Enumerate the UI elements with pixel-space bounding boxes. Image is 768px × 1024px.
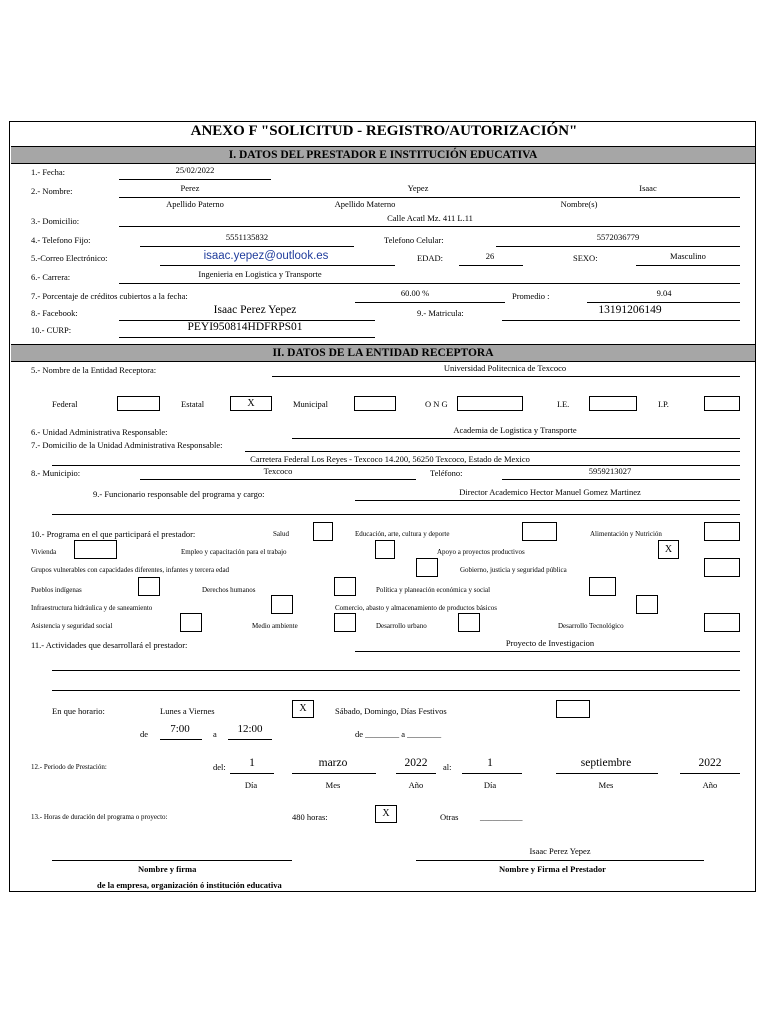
apellido-materno-value: Yepez <box>407 183 429 193</box>
programa-medio-checkbox[interactable] <box>334 613 356 632</box>
horas-otras-label: Otras <box>440 812 459 822</box>
periodo-mes1-line <box>292 773 376 774</box>
tipo-ie-checkbox[interactable] <box>589 396 637 411</box>
curp-line <box>119 337 375 338</box>
horario-sabado-label: Sábado, Domingo, Días Festivos <box>335 706 447 716</box>
municipio-value: Texcoco <box>263 466 293 476</box>
horario-label: En que horario: <box>52 706 105 716</box>
periodo-dia2-caption: Día <box>483 780 497 790</box>
creditos-label: 7.- Porcentaje de créditos cubiertos a la fecha: <box>31 291 188 301</box>
programa-alimentacion-label: Alimentación y Nutrición <box>590 530 662 538</box>
programa-infraestructura-checkbox[interactable] <box>271 595 293 614</box>
horario-hasta-value: 12:00 <box>237 723 263 735</box>
periodo-anio1-value: 2022 <box>404 757 428 769</box>
periodo-al-label: al: <box>443 762 452 772</box>
section-1-heading: I. DATOS DEL PRESTADOR E INSTITUCIÓN EDUCATIVA <box>11 146 755 164</box>
firma-prestador-name: Isaac Perez Yepez <box>529 846 591 856</box>
creditos-line <box>355 302 505 303</box>
programa-grupos-label: Grupos vulnerables con capacidades diferentes, infantes y tercera edad <box>31 566 230 574</box>
programa-politica-checkbox[interactable] <box>589 577 616 596</box>
programa-salud-checkbox[interactable] <box>313 522 333 541</box>
programa-urbano-label: Desarrollo urbano <box>376 622 427 630</box>
nombres-caption: Nombre(s) <box>560 199 598 209</box>
domicilio-unidad-label: 7.- Domicilio de la Unidad Administrativa Responsable: <box>31 440 223 450</box>
periodo-label: 12.- Periodo de Prestación: <box>31 763 107 771</box>
funcionario-line-2 <box>52 514 740 515</box>
periodo-mes1-value: marzo <box>318 757 348 769</box>
domicilio-unidad-line-1 <box>245 451 740 452</box>
fecha-label: 1.- Fecha: <box>31 167 65 177</box>
telefono-fijo-line <box>140 246 354 247</box>
periodo-dia2-line <box>462 773 522 774</box>
edad-value: 26 <box>485 251 495 261</box>
telefono-entidad-line <box>502 479 740 480</box>
periodo-mes2-line <box>556 773 658 774</box>
matricula-value: 13191206149 <box>598 304 662 316</box>
programa-asistencia-label: Asistencia y seguridad social <box>31 622 113 630</box>
programa-tecnologico-checkbox[interactable] <box>704 613 740 632</box>
funcionario-line <box>355 500 740 501</box>
apellido-paterno-value: Perez <box>180 183 200 193</box>
telefono-celular-value: 5572036779 <box>596 232 640 242</box>
domicilio-label: 3.- Domicilio: <box>31 216 80 226</box>
programa-derechos-label: Derechos humanos <box>202 586 256 594</box>
periodo-mes2-caption: Mes <box>598 780 614 790</box>
horario-lv-checkbox[interactable]: X <box>292 700 314 718</box>
edad-line <box>459 265 523 266</box>
correo-value[interactable]: isaac.yepez@outlook.es <box>203 250 329 262</box>
programa-tecnologico-label: Desarrollo Tecnológico <box>558 622 624 630</box>
horario-hasta-line <box>228 739 272 740</box>
sexo-label: SEXO: <box>573 253 598 263</box>
funcionario-label: 9.- Funcionario responsable del programa y cargo: <box>93 489 265 499</box>
periodo-mes1-caption: Mes <box>325 780 341 790</box>
telefono-fijo-value: 5551135832 <box>225 232 269 242</box>
municipio-label: 8.- Municipio: <box>31 468 81 478</box>
promedio-label: Promedio : <box>512 291 550 301</box>
nombre-line <box>119 197 740 198</box>
programa-grupos-checkbox[interactable] <box>416 558 438 577</box>
telefono-fijo-label: 4.- Telefono Fijo: <box>31 235 91 245</box>
programa-alimentacion-checkbox[interactable] <box>704 522 740 541</box>
tipo-estatal-checkbox[interactable]: X <box>230 396 272 411</box>
programa-comercio-label: Comercio, abasto y almacenamiento de productos básicos <box>335 604 497 612</box>
periodo-anio1-line <box>396 773 436 774</box>
periodo-anio2-value: 2022 <box>698 757 722 769</box>
programa-empleo-checkbox[interactable] <box>375 540 395 559</box>
programa-medio-label: Medio ambiente <box>252 622 298 630</box>
periodo-dia1-line <box>230 773 274 774</box>
fecha-value: 25/02/2022 <box>175 165 215 175</box>
tipo-municipal-label: Municipal <box>293 399 328 409</box>
periodo-dia2-value: 1 <box>487 757 493 769</box>
horas-label: 13.- Horas de duración del programa o proyecto: <box>31 813 168 821</box>
promedio-line <box>587 302 740 303</box>
programa-gobierno-label: Gobierno, justicia y seguridad pública <box>460 566 567 574</box>
firma-prestador-line <box>416 860 704 861</box>
tipo-ong-label: O N G <box>425 399 448 409</box>
municipio-line <box>140 479 416 480</box>
horario-desde-line <box>160 739 202 740</box>
programa-salud-label: Salud <box>273 530 289 538</box>
actividades-line-3 <box>52 690 740 691</box>
telefono-entidad-value: 5959213027 <box>588 466 632 476</box>
funcionario-value: Director Academico Hector Manuel Gomez Martinez <box>459 487 641 497</box>
actividades-line-2 <box>52 670 740 671</box>
programa-asistencia-checkbox[interactable] <box>180 613 202 632</box>
entidad-value: Universidad Politecnica de Texcoco <box>443 363 567 373</box>
curp-value: PEYI950814HDFRPS01 <box>187 321 303 333</box>
domicilio-line <box>119 226 740 227</box>
entidad-line <box>272 376 740 377</box>
curp-label: 10.- CURP: <box>31 325 72 335</box>
tipo-ie-label: I.E. <box>557 399 570 409</box>
horario-de-label: de <box>140 729 149 739</box>
nombres-value: Isaac <box>639 183 657 193</box>
programa-gobierno-checkbox[interactable] <box>704 558 740 577</box>
horas-480-checkbox[interactable]: X <box>375 805 397 823</box>
programa-apoyo-label: Apoyo a proyectos productivos <box>437 548 525 556</box>
horario-de2-label: de ________ a ________ <box>355 729 442 739</box>
actividades-line-1 <box>355 651 740 652</box>
tipo-estatal-label: Estatal <box>181 399 205 409</box>
periodo-anio1-caption: Año <box>408 780 424 790</box>
actividades-value: Proyecto de Investigacion <box>505 638 595 648</box>
matricula-label: 9.- Matricula: <box>417 308 464 318</box>
periodo-del-label: del: <box>213 762 226 772</box>
programa-vivienda-checkbox[interactable] <box>74 540 117 559</box>
horario-a-label: a <box>213 729 217 739</box>
section-2-heading: II. DATOS DE LA ENTIDAD RECEPTORA <box>11 344 755 362</box>
tipo-ip-checkbox[interactable] <box>704 396 740 411</box>
tipo-federal-label: Federal <box>52 399 78 409</box>
apellido-materno-caption: Apellido Materno <box>334 199 396 209</box>
firma-empresa-line1: Nombre y firma <box>138 864 197 874</box>
sexo-value: Masculino <box>670 251 706 261</box>
actividades-label: 11.- Actividades que desarrollará el prestador: <box>31 640 188 650</box>
domicilio-unidad-value: Carretera Federal Los Reyes - Texcoco 14.200, 56250 Texcoco, Estado de Mexico <box>250 454 530 464</box>
telefono-celular-line <box>496 246 740 247</box>
programa-infraestructura-label: Infraestructura hidráulica y de saneamiento <box>31 604 153 612</box>
periodo-dia1-caption: Día <box>244 780 258 790</box>
horario-lv-label: Lunes a Viernes <box>160 706 215 716</box>
domicilio-value: Calle Acatl Mz. 411 L.11 <box>387 213 473 223</box>
sexo-line <box>636 265 740 266</box>
form-title: ANEXO F "SOLICITUD - REGISTRO/AUTORIZACIÓN" <box>190 123 578 139</box>
programa-urbano-checkbox[interactable] <box>458 613 480 632</box>
horas-otras-blank: __________ <box>480 812 523 822</box>
periodo-anio2-line <box>680 773 740 774</box>
programa-vivienda-label: Vivienda <box>31 548 57 556</box>
periodo-mes2-value: septiembre <box>580 757 632 769</box>
tipo-ong-checkbox[interactable] <box>457 396 523 411</box>
programa-educacion-label: Educación, arte, cultura y deporte <box>355 530 450 538</box>
carrera-value: Ingenieria en Logistica y Transporte <box>198 269 322 279</box>
firma-prestador-caption: Nombre y Firma el Prestador <box>499 864 606 874</box>
facebook-value: Isaac Perez Yepez <box>213 304 297 316</box>
programa-comercio-checkbox[interactable] <box>636 595 658 614</box>
horario-desde-value: 7:00 <box>170 723 190 735</box>
programa-pueblos-label: Pueblos indígenas <box>31 586 82 594</box>
programa-apoyo-checkbox[interactable]: X <box>658 540 679 559</box>
unidad-line <box>292 438 740 439</box>
carrera-label: 6.- Carrera: <box>31 272 71 282</box>
periodo-dia1-value: 1 <box>249 757 255 769</box>
apellido-paterno-caption: Apellido Paterno <box>166 199 224 209</box>
entidad-label: 5.- Nombre de la Entidad Receptora: <box>31 365 157 375</box>
periodo-anio2-caption: Año <box>702 780 718 790</box>
programa-educacion-checkbox[interactable] <box>522 522 557 541</box>
horario-sabado-checkbox[interactable] <box>556 700 590 718</box>
unidad-value: Academia de Logistica y Transporte <box>453 425 577 435</box>
horas-480-label: 480 horas: <box>292 812 328 822</box>
programa-pueblos-checkbox[interactable] <box>138 577 160 596</box>
programa-empleo-label: Empleo y capacitación para el trabajo <box>181 548 287 556</box>
promedio-value: 9.04 <box>656 288 672 298</box>
edad-label: EDAD: <box>417 253 443 263</box>
facebook-label: 8.- Facebook: <box>31 308 78 318</box>
tipo-municipal-checkbox[interactable] <box>354 396 396 411</box>
nombre-label: 2.- Nombre: <box>31 186 73 196</box>
matricula-line <box>502 320 740 321</box>
creditos-value: 60.00 % <box>400 288 430 298</box>
telefono-celular-label: Telefono Celular: <box>384 235 444 245</box>
tipo-federal-checkbox[interactable] <box>117 396 160 411</box>
carrera-line <box>119 283 740 284</box>
programa-derechos-checkbox[interactable] <box>334 577 356 596</box>
firma-empresa-line <box>52 860 292 861</box>
programa-label: 10.- Programa en el que participará el prestador: <box>31 529 196 539</box>
correo-label: 5.-Correo Electrónico: <box>31 253 108 263</box>
telefono-entidad-label: Teléfono: <box>430 468 463 478</box>
tipo-ip-label: I.P. <box>658 399 669 409</box>
programa-politica-label: Política y planeación económica y social <box>376 586 491 594</box>
correo-line <box>160 265 395 266</box>
firma-empresa-line2: de la empresa, organización ó institución educativa <box>97 880 282 890</box>
fecha-line <box>119 179 271 180</box>
unidad-label: 6.- Unidad Administrativa Responsable: <box>31 427 168 437</box>
